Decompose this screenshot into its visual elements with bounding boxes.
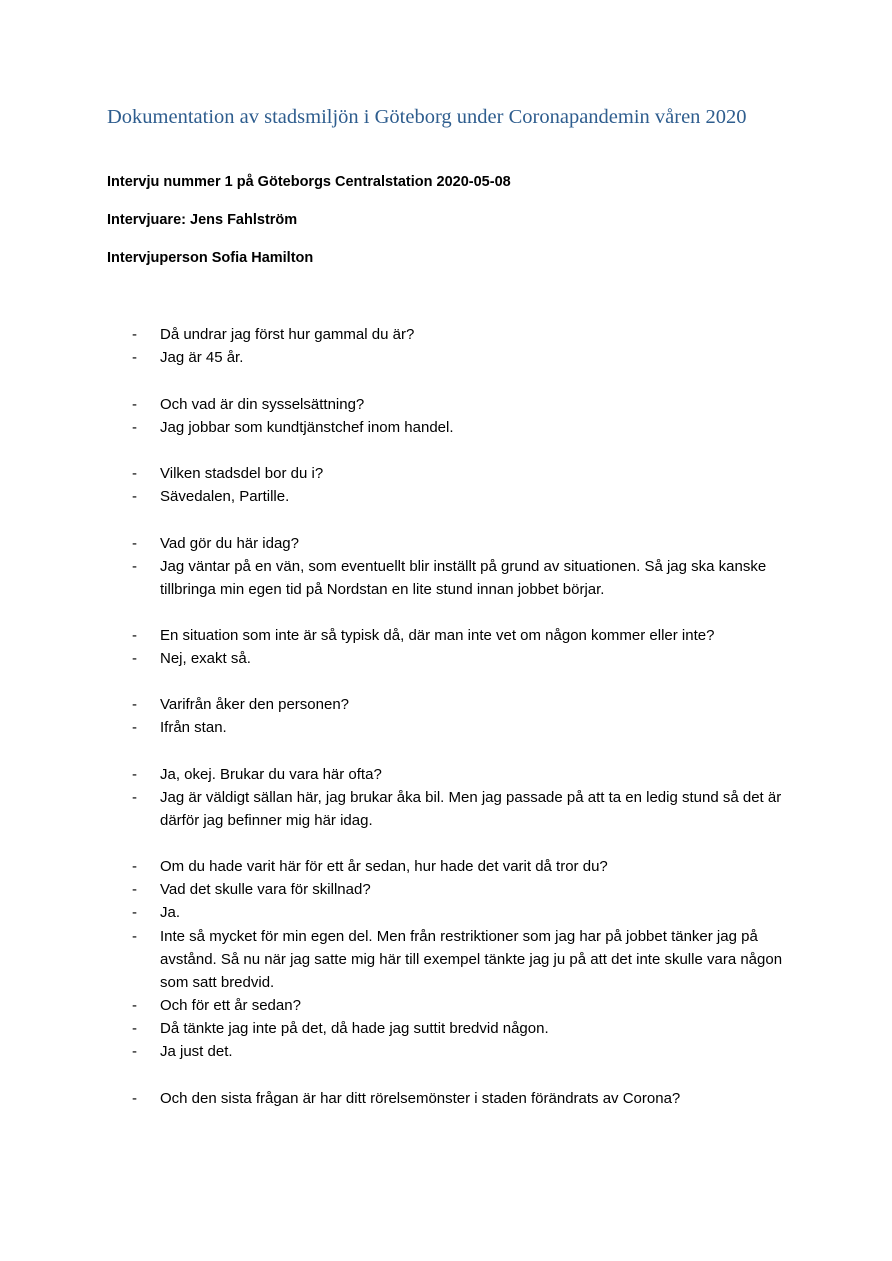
bullet-dash: - — [132, 488, 137, 505]
bullet-dash: - — [132, 326, 137, 343]
dialogue-text: Jag jobbar som kundtjänstchef inom handel. — [160, 419, 454, 436]
dialogue-text: Ja. — [160, 904, 181, 921]
bullet-dash: - — [132, 558, 137, 575]
bullet-dash: - — [132, 1090, 137, 1107]
interviewee-line: Intervjuperson Sofia Hamilton — [107, 250, 314, 266]
dialogue-text: Vad det skulle vara för skillnad? — [160, 881, 371, 898]
dialogue-text: Inte så mycket för min egen del. Men från restriktioner som jag har på jobbet tänker jag på avstånd. Så nu när jag satte mig här till exempel tänkte jag ju på att det inte skulle vara någon som satt bredvid. — [160, 928, 783, 991]
interviewer-line: Intervjuare: Jens Fahlström — [107, 212, 298, 228]
dialogue-text: Och den sista frågan är har ditt rörelsemönster i staden förändrats av Corona? — [160, 1090, 681, 1107]
bullet-dash: - — [132, 1020, 137, 1037]
dialogue-text: Då tänkte jag inte på det, då hade jag suttit bredvid någon. — [160, 1020, 549, 1037]
bullet-dash: - — [132, 349, 137, 366]
dialogue-text: Jag är väldigt sällan här, jag brukar åka bil. Men jag passade på att ta en ledig stund så det är därför jag befinner mig här idag. — [160, 789, 782, 829]
bullet-dash: - — [132, 696, 137, 713]
bullet-dash: - — [132, 419, 137, 436]
dialogue-text: Jag väntar på en vän, som eventuellt blir inställt på grund av situationen. Så jag ska kanske tillbringa min egen tid på Nordstan en lite stund innan jobbet börjar. — [160, 558, 767, 598]
dialogue-text: Sävedalen, Partille. — [160, 488, 290, 505]
dialogue-text: Ja just det. — [160, 1043, 233, 1060]
bullet-dash: - — [132, 766, 137, 783]
bullet-dash: - — [132, 997, 137, 1014]
dialogue-text: Nej, exakt så. — [160, 650, 251, 667]
dialogue-text: Varifrån åker den personen? — [160, 696, 350, 713]
bullet-dash: - — [132, 396, 137, 413]
dialogue-text: Då undrar jag först hur gammal du är? — [160, 326, 415, 343]
dialogue-text: Vad gör du här idag? — [160, 535, 299, 552]
bullet-dash: - — [132, 881, 137, 898]
interview-heading: Intervju nummer 1 på Göteborgs Centralstation 2020-05-08 — [107, 174, 511, 190]
bullet-dash: - — [132, 719, 137, 736]
bullet-dash: - — [132, 928, 137, 945]
dialogue-text: Jag är 45 år. — [160, 349, 244, 366]
dialogue-text: En situation som inte är så typisk då, där man inte vet om någon kommer eller inte? — [160, 627, 715, 644]
dialogue-text: Ja, okej. Brukar du vara här ofta? — [160, 766, 382, 783]
dialogue-text: Vilken stadsdel bor du i? — [160, 465, 324, 482]
bullet-dash: - — [132, 789, 137, 806]
bullet-dash: - — [132, 535, 137, 552]
dialogue-text: Och för ett år sedan? — [160, 997, 301, 1014]
bullet-dash: - — [132, 1043, 137, 1060]
bullet-dash: - — [132, 858, 137, 875]
bullet-dash: - — [132, 650, 137, 667]
dialogue-text: Ifrån stan. — [160, 719, 227, 736]
bullet-dash: - — [132, 627, 137, 644]
bullet-dash: - — [132, 904, 137, 921]
dialogue-text: Om du hade varit här för ett år sedan, hur hade det varit då tror du? — [160, 858, 608, 875]
dialogue-text: Och vad är din sysselsättning? — [160, 396, 365, 413]
bullet-dash: - — [132, 465, 137, 482]
page-title: Dokumentation av stadsmiljön i Göteborg under Coronapandemin våren 2020 — [107, 106, 747, 128]
